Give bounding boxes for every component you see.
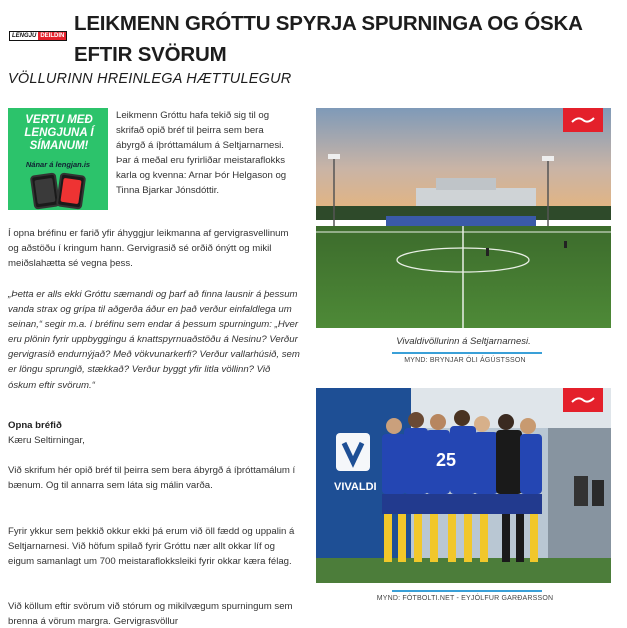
photo-credit: MYND: BRYNJAR ÓLI ÁGÚSTSSON <box>404 357 526 364</box>
credit-divider <box>392 590 542 592</box>
stadium-image <box>316 108 611 328</box>
letter-heading: Opna bréfið <box>8 420 62 431</box>
article-quote: „Þetta er alls ekki Gróttu sæmandi og þarf að finna lausnir á þessum vanda strax og grípa til aðgerða áður en það verður einfaldlega um seinan,“ segir m.a. í bréfinu sem endar á þessum spurningum: „Hver eru plönin fyrir uppbyggingu á knattspyrnuaðstöðu á Nesinu? Verður gervigrasið endurnýjað? Með vökvunarkerfi? Verður vallarhúsið, sem er löngu sprungið, stækkað? Verður byggt yfir litla völlinn? Við óskum eftir svörum.“ <box>8 289 300 391</box>
team-photo[interactable] <box>316 388 611 583</box>
swoosh-icon <box>570 394 596 406</box>
photo-caption: Vivaldivöllurinn á Seltjarnarnesi. <box>396 336 531 347</box>
article-headline: LEIKMENN GRÓTTU SPYRJA SPURNINGA OG ÓSKA EFTIR SVÖRUM <box>74 12 582 66</box>
article-paragraph: Leikmenn Gróttu hafa tekið sig til og skrifað opið bréf til þeirra sem bera ábyrgð á íþróttamálum á Seltjarnarnesi. Þar á meðal eru fyrirliðar meistaraflokks karla og kvenna: Arnar Þór Helgason og Tinna Bjarkar Jónsdóttir. <box>116 110 287 197</box>
photo-credit: MYND: FÓTBOLTI.NET - EYJÓLFUR GARÐARSSON <box>376 595 554 602</box>
letter-greeting: Kæru Seltirningar, <box>8 435 85 446</box>
jersey-number: 25 <box>436 450 457 470</box>
ad-headline: VERTU MEÐ LENGJUNA Í SÍMANUM! <box>24 114 94 152</box>
article-paragraph: Fyrir ykkur sem þekkið okkur ekki þá erum við öll fædd og uppalin á Seltjarnarnesi. Við höfum spilað fyrir Gróttu nær allt okkar líf og eigum samanlagt um 700 meistaraflokksleiki fyrir okkar kæra félag. <box>8 526 295 568</box>
team-huddle-image <box>316 388 611 583</box>
lengjudeildin-logo[interactable] <box>9 31 67 41</box>
phone-illustration <box>56 172 86 209</box>
stadium-photo[interactable] <box>316 108 611 328</box>
vivaldi-banner-text: VIVALDI <box>334 481 377 493</box>
logo-text-deildin: DEILDIN <box>40 33 65 39</box>
article-subheadline: VÖLLURINN HREINLEGA HÆTTULEGUR <box>8 71 292 87</box>
article-paragraph: Í opna bréfinu er farið yfir áhyggjur leikmanna af gervigrasvellinum og aðstöðu í kringum hann. Gervigrasið sé orðið ónýtt og mikil meiðslahætta sé vegna þess. <box>8 228 289 270</box>
brand-ribbon <box>563 108 603 132</box>
logo-text-lengju: LENGJU <box>12 33 37 39</box>
credit-divider <box>392 352 542 354</box>
article-paragraph: Við köllum eftir svörum við stórum og mikilvægum spurningum sem brenna á vörum margra. Gervigrasvöllur <box>8 601 293 628</box>
swoosh-icon <box>570 114 596 126</box>
article-paragraph: Við skrifum hér opið bréf til þeirra sem bera ábyrgð á íþróttamálum í bænum. Og til annarra sem láta sig málin varða. <box>8 465 296 492</box>
ad-subline: Nánar á lengjan.is <box>25 160 91 169</box>
lengjan-ad-banner[interactable] <box>8 108 108 210</box>
brand-ribbon <box>563 388 603 412</box>
